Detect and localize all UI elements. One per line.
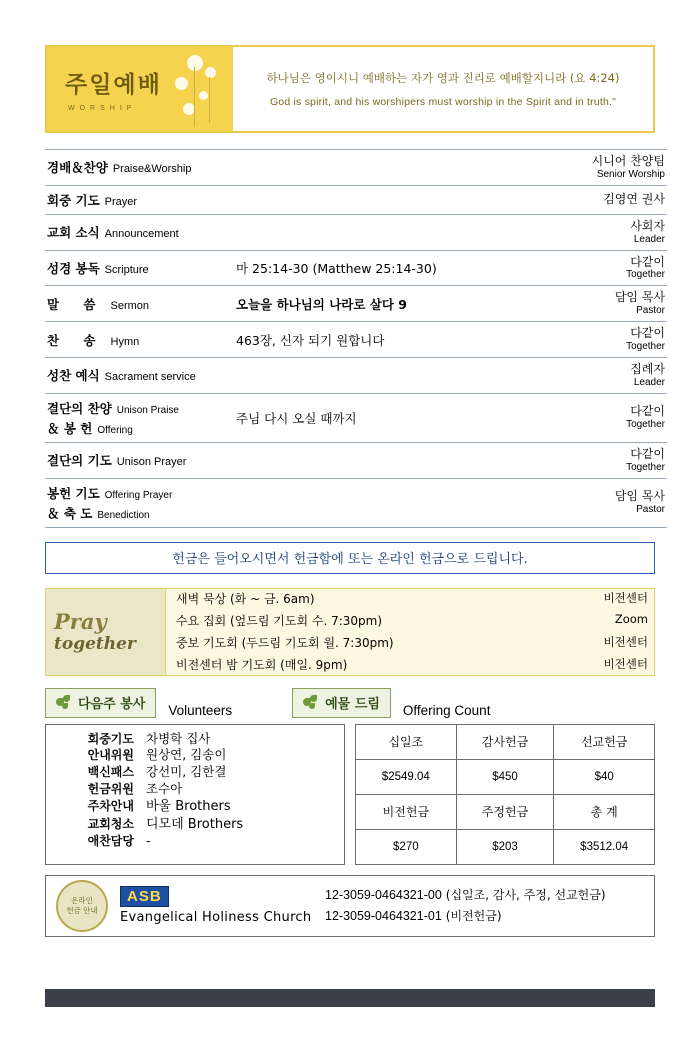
order-person-en: Leader (633, 376, 665, 388)
prayer-meeting-list (166, 589, 654, 675)
order-title-kr: 성찬 예식 (47, 368, 100, 384)
order-title-en-2: Offering (97, 424, 133, 436)
order-title-en: Scripture (104, 263, 149, 276)
prayer-label: 수요 집회 (엎드림 기도회 수. 7:30pm) (176, 614, 383, 629)
account-number-1: 12-3059-0464321-00 (325, 888, 442, 903)
prayer-label: 비전센터 밤 기도회 (매일. 9pm) (176, 658, 348, 673)
worship-banner (45, 45, 655, 133)
volunteer-name: - (146, 833, 151, 849)
order-person-kr: 다같이 (630, 326, 665, 341)
order-person-kr: 담임 목사 (614, 489, 665, 504)
list-item (176, 632, 648, 654)
offering-value: $3512.04 (554, 829, 655, 864)
verse-korean: 하나님은 영이시니 예배하는 자가 영과 진리로 예배할지니라 (요 4:24) (266, 71, 620, 85)
pray-together-logo (46, 589, 166, 675)
volunteer-role: 헌금위원 (87, 782, 134, 797)
offering-header: 총 계 (554, 794, 655, 829)
offering-header: 주정헌금 (456, 794, 554, 829)
order-title-kr: 회중 기도 (47, 192, 100, 208)
prayer-label: 중보 기도회 (두드림 기도회 월. 7:30pm) (176, 636, 394, 651)
table-row (45, 185, 667, 214)
table-row (45, 322, 667, 358)
order-title-en: Unison Prayer (116, 456, 187, 469)
tab-offering-label-kr: 예물 드림 (325, 697, 380, 713)
order-person-en: Together (626, 269, 665, 281)
order-title-kr: 교회 소식 (47, 225, 100, 241)
order-title-en: Prayer (104, 195, 138, 208)
bottom-data-area (45, 724, 655, 865)
order-person-kr: 다같이 (630, 446, 665, 461)
order-person-en: Pastor (636, 305, 665, 317)
banner-verse (233, 47, 653, 131)
order-title-kr: 결단의 찬양 (47, 400, 112, 416)
offering-value: $203 (456, 829, 554, 864)
volunteer-role: 백신패스 (87, 765, 134, 780)
prayer-place: 비전센터 (603, 657, 648, 672)
footer-bank-info (45, 875, 655, 937)
order-title-kr: 말 씀 (47, 296, 106, 312)
order-person-kr: 다같이 (630, 254, 665, 269)
tab-volunteers-label-kr: 다음주 봉사 (78, 697, 146, 713)
volunteer-name: 원상연, 김송이 (146, 747, 227, 763)
offering-count-table (355, 724, 655, 865)
list-item (176, 610, 648, 632)
volunteer-role: 회중기도 (87, 731, 134, 746)
offering-notice-text: 헌금은 들어오시면서 헌금함에 또는 온라인 헌금으로 드립니다. (172, 552, 528, 568)
prayer-label: 새벽 묵상 (화 ~ 금. 6am) (176, 592, 315, 607)
order-title-kr: 찬 송 (47, 332, 106, 348)
order-detail: 463장, 신자 되기 원합니다 (236, 332, 385, 348)
table-row (50, 816, 340, 834)
order-title-en: Offering Prayer (104, 489, 173, 501)
order-title-en: Sermon (110, 299, 150, 312)
prayer-place: Zoom (614, 612, 648, 627)
table-row (356, 794, 655, 829)
banner-logo-kr: 주일예배 (65, 72, 162, 98)
pray-logo-line2: together (54, 633, 136, 654)
offering-value: $270 (356, 829, 457, 864)
table-row (45, 357, 667, 393)
list-item (176, 654, 648, 676)
leaf-icon (56, 695, 72, 711)
pray-logo-line1: Pray (54, 608, 107, 634)
order-title-kr: 성경 봉독 (47, 260, 100, 276)
order-person-kr: 담임 목사 (614, 290, 665, 305)
bulletin-page (0, 45, 700, 1037)
flower-decoration-icon (157, 47, 229, 131)
table-row (50, 747, 340, 764)
tab-offering-label-en: Offering Count (402, 702, 491, 718)
order-title-kr: 경배＆찬양 (47, 160, 108, 176)
order-person-en: Senior Worship (596, 168, 665, 180)
seal-line2: 헌금 안내 (66, 905, 98, 915)
leaf-icon (303, 695, 319, 711)
church-identity (120, 886, 325, 925)
order-title-kr: 결단의 기도 (47, 453, 112, 469)
prayer-meetings-section (45, 588, 655, 676)
order-person-en: Leader (633, 233, 665, 245)
order-title-kr: 봉헌 기도 (47, 485, 100, 501)
asb-logo: ASB (120, 886, 169, 907)
offering-value: $40 (554, 759, 655, 794)
table-row (45, 250, 667, 286)
tab-offering (292, 688, 391, 718)
order-title-en: Hymn (110, 335, 140, 348)
order-person-en: Together (626, 419, 665, 431)
order-title-kr-2: ＆ 축 도 (47, 505, 93, 521)
offering-header: 선교헌금 (554, 724, 655, 759)
table-row (45, 150, 667, 186)
order-detail: 오늘을 하나님의 나라로 살다 9 (236, 296, 408, 312)
account-note-2: (비전헌금) (445, 908, 502, 923)
order-title-kr-2: ＆ 봉 헌 (47, 420, 93, 436)
order-title-en: Announcement (104, 228, 179, 241)
section-tabs (45, 688, 655, 718)
offering-header: 비전헌금 (356, 794, 457, 829)
offering-value: $450 (456, 759, 554, 794)
account-number-2: 12-3059-0464321-01 (325, 908, 442, 923)
table-row (50, 731, 340, 748)
verse-english: God is spirit, and his worshipers must worship in the Spirit and in truth." (269, 96, 617, 108)
prayer-place: 비전센터 (603, 591, 648, 606)
account-note-1: (십일조, 감사, 주정, 선교헌금) (445, 888, 606, 903)
order-person-kr: 시니어 찬양팀 (591, 154, 665, 168)
banner-logo-en: WORSHIP (68, 105, 137, 112)
order-detail: 주님 다시 오실 때까지 (236, 410, 357, 426)
volunteer-role: 주차안내 (87, 799, 134, 814)
order-person-kr: 김영연 권사 (603, 192, 665, 207)
table-row (50, 781, 340, 798)
tab-volunteers (45, 688, 156, 718)
order-title-en: Praise&Worship (112, 163, 192, 176)
volunteer-role: 애찬담당 (87, 834, 134, 849)
account-line-2 (325, 906, 606, 926)
offering-header: 십일조 (356, 724, 457, 759)
order-person-en: Pastor (636, 503, 665, 515)
order-person-kr: 사회자 (630, 218, 665, 233)
order-title-en-2: Benediction (97, 509, 150, 521)
church-name: Evangelical Holiness Church (120, 910, 312, 926)
bank-accounts (325, 885, 606, 926)
order-of-worship-table (45, 149, 667, 528)
volunteers-table (45, 724, 345, 865)
order-person-en: Together (626, 340, 665, 352)
order-person-en: Together (626, 461, 665, 473)
banner-logo (47, 47, 233, 131)
online-offering-seal-icon (56, 880, 108, 932)
volunteer-name: 강선미, 김한결 (146, 764, 227, 780)
order-person-kr: 집례자 (630, 361, 665, 376)
volunteer-role: 안내위원 (87, 748, 134, 763)
volunteer-role: 교회청소 (87, 816, 134, 831)
list-item (176, 588, 648, 610)
offering-header: 감사헌금 (456, 724, 554, 759)
table-row (50, 833, 340, 850)
table-row (356, 724, 655, 759)
order-title-en: Unison Praise (116, 404, 179, 416)
table-row (45, 478, 667, 527)
volunteer-name: 차병학 집사 (146, 730, 211, 746)
volunteer-name: 바울 Brothers (146, 799, 231, 815)
table-row (45, 214, 667, 250)
account-line-1 (325, 885, 606, 905)
order-detail: 마 25:14-30 (Matthew 25:14-30) (236, 260, 437, 276)
order-person-kr: 다같이 (630, 404, 665, 419)
offering-value: $2549.04 (356, 759, 457, 794)
seal-line1: 온라인 (71, 896, 93, 906)
tab-volunteers-label-en: Volunteers (168, 702, 233, 718)
table-row (50, 764, 340, 781)
table-row (356, 759, 655, 794)
table-row (45, 393, 667, 442)
table-row (45, 442, 667, 478)
prayer-place: 비전센터 (603, 635, 648, 650)
volunteer-name: 디모데 Brothers (146, 816, 244, 832)
table-row (50, 798, 340, 816)
table-row (45, 286, 667, 322)
table-row (356, 829, 655, 864)
volunteer-name: 조수아 (146, 781, 183, 797)
order-title-en: Sacrament service (104, 371, 196, 384)
offering-notice (45, 542, 655, 574)
